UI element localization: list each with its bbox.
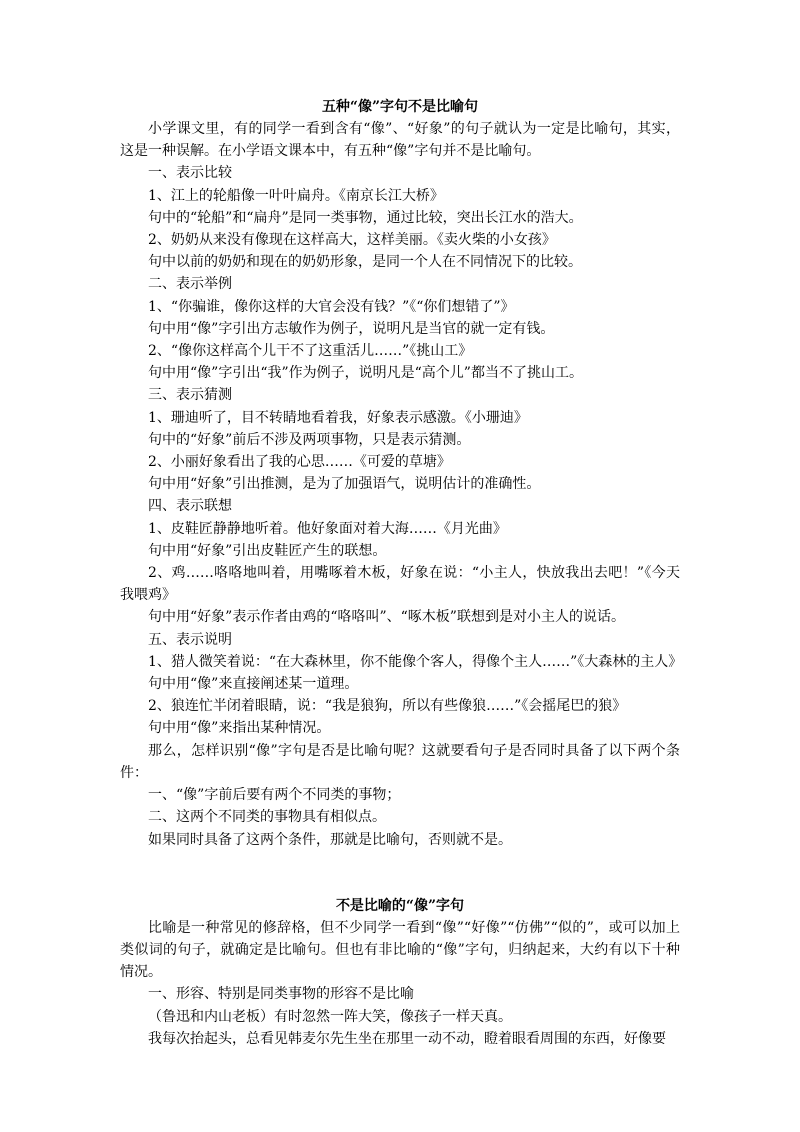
paragraph: 2、奶奶从来没有像现在这样高大，这样美丽。《卖火柴的小女孩》 — [148, 232, 556, 249]
paragraph: 句中的“轮船”和“扁舟”是同一类事物，通过比较，突出长江水的浩大。 — [148, 209, 583, 226]
paragraph: 句中用“像”字引出方志敏作为例子，说明凡是当官的就一定有钱。 — [148, 320, 555, 337]
paragraph: 1、猎人微笑着说：“在大森林里，你不能像个客人，得像个主人……”《大森林的主人》 — [148, 653, 683, 670]
paragraph: 一、表示比较 — [148, 165, 232, 182]
paragraph: 句中用“好象”引出皮鞋匠产生的联想。 — [148, 542, 387, 559]
paragraph: 如果同时具备了这两个条件，那就是比喻句，否则就不是。 — [148, 831, 512, 848]
paragraph: 二、表示举例 — [148, 276, 232, 293]
paragraph: 1、“你骗谁，像你这样的大官会没有钱？”《“你们想错了”》 — [148, 298, 515, 315]
paragraph: 2、“像你这样高个儿干不了这重活儿……”《挑山工》 — [148, 343, 473, 360]
paragraph: （鲁迅和内山老板）有时忽然一阵大笑，像孩子一样天真。 — [148, 1008, 512, 1025]
paragraph: 句中以前的奶奶和现在的奶奶形象，是同一个人在不同情况下的比较。 — [148, 254, 582, 271]
paragraph: 我每次抬起头，总看见韩麦尔先生坐在那里一动不动，瞪着眼看周围的东西，好像要 — [148, 1030, 666, 1047]
paragraph: 2、鸡……咯咯地叫着，用嘴啄着木板，好象在说：“小主人，快放我出去吧！”《今天我喂鸡》 — [120, 565, 680, 604]
paragraph: 句中用“好象”表示作者由鸡的“咯咯叫”、“啄木板”联想到是对小主人的说话。 — [148, 609, 625, 626]
paragraph: 小学课文里，有的同学一看到含有“像”、“好象”的句子就认为一定是比喻句，其实，这是一种误解。在小学语文课本中，有五种“像”字句并不是比喻句。 — [120, 121, 680, 160]
paragraph: 句中用“好象”引出推测，是为了加强语气，说明估计的准确性。 — [148, 476, 541, 493]
paragraph: 1、珊迪听了，目不转睛地看着我，好象表示感激。《小珊迪》 — [148, 409, 528, 426]
section1-title: 五种“像”字句不是比喻句 — [321, 99, 479, 115]
paragraph: 二、这两个不同类的事物具有相似点。 — [148, 809, 386, 826]
paragraph: 句中的“好象”前后不涉及两项事物，只是表示猜测。 — [148, 431, 471, 448]
paragraph: 1、江上的轮船像一叶叶扁舟。《南京长江大桥》 — [148, 187, 444, 204]
paragraph: 1、皮鞋匠静静地听着。他好象面对着大海……《月光曲》 — [148, 520, 507, 537]
paragraph: 句中用“像”字引出“我”作为例子，说明凡是“高个儿”都当不了挑山工。 — [148, 365, 583, 382]
paragraph: 一、“像”字前后要有两个不同类的事物； — [148, 787, 401, 804]
section1-body — [120, 118, 683, 851]
section2-title: 不是比喻的“像”字句 — [335, 897, 465, 914]
section2-body — [120, 917, 680, 1050]
paragraph: 2、狼连忙半闭着眼睛，说：“我是狼狗，所以有些像狼……”《会摇尾巴的狼》 — [148, 698, 627, 715]
paragraph: 一、形容、特别是同类事物的形容不是比喻 — [148, 986, 414, 1003]
paragraph: 三、表示猜测 — [148, 387, 232, 404]
paragraph: 四、表示联想 — [148, 498, 232, 515]
paragraph: 那么，怎样识别“像”字句是否是比喻句呢？这就要看句子是否同时具备了以下两个条件： — [120, 742, 680, 781]
paragraph: 句中用“像”来直接阐述某一道理。 — [148, 676, 359, 693]
paragraph: 比喻是一种常见的修辞格，但不少同学一看到“像”“好像”“仿佛”“似的”，或可以加上类似词的句子，就确定是比喻句。但也有非比喻的“像”字句，归纳起来，大约有以下十种情况。 — [120, 919, 680, 981]
section-divider-space — [120, 851, 680, 895]
paragraph: 句中用“像”来指出某种情况。 — [148, 720, 331, 737]
paragraph: 2、小丽好象看出了我的心思……《可爱的草塘》 — [148, 454, 451, 471]
paragraph: 五、表示说明 — [148, 631, 232, 648]
